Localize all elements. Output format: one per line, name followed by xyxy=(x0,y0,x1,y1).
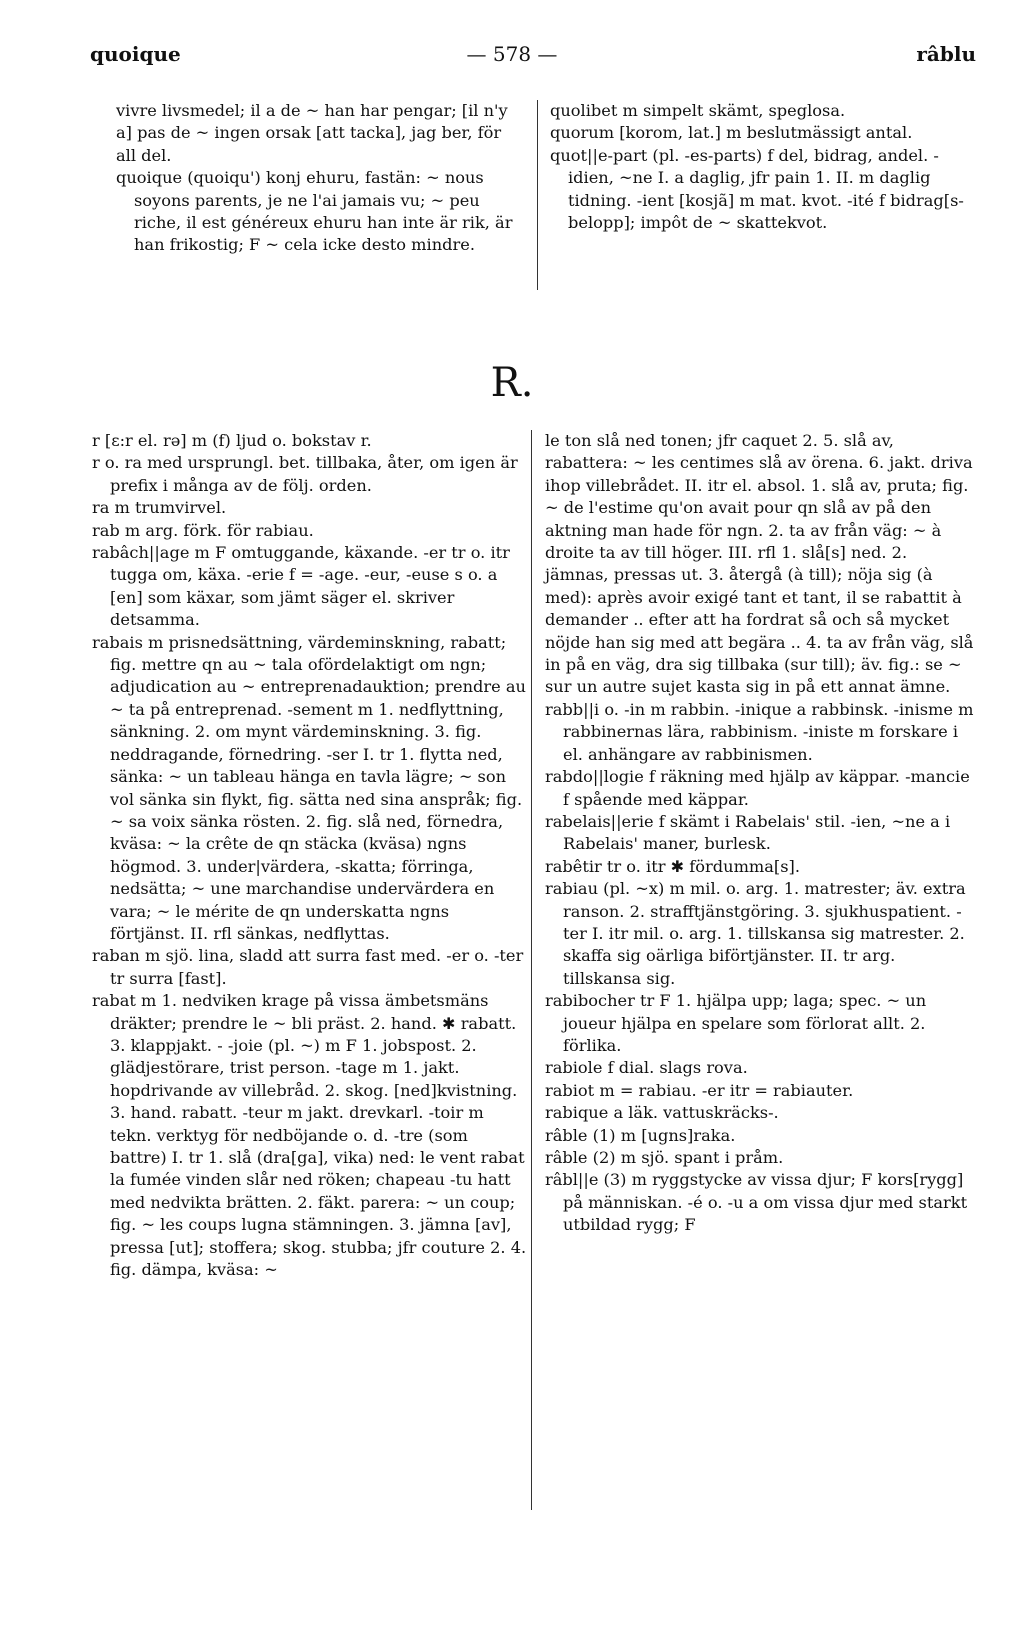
entry-rabibocher: rabibocher tr F 1. hjälpa upp; laga; spec. ~ un joueur hjälpa en spelare som förlorat allt. 2. förlika. xyxy=(545,991,927,1055)
entry-rable-1: râble (1) m [ugns]raka. xyxy=(545,1125,736,1145)
section-letter: R. xyxy=(490,360,534,406)
page-number: — 578 — xyxy=(466,42,558,66)
column-bottom-left xyxy=(92,430,527,1281)
column-top-left xyxy=(116,100,526,257)
entry-quoique: quoique (quoiqu') konj ehuru, fastän: ~ nous soyons parents, je ne l'ai jamais vu; ~ peu riche, il est généreux ehuru han inte är rik, är han frikostig; F ~ cela icke desto mindre. xyxy=(116,168,513,255)
column-bottom-right xyxy=(545,430,975,1237)
entry-r-prefix: r o. ra med ursprungl. bet. tillbaka, åter, om igen är prefix i många av de följ. orden. xyxy=(92,453,518,495)
entry-quolibet: quolibet m simpelt skämt, speglosa. xyxy=(550,101,846,120)
entry-rabat: rabat m 1. nedviken krage på vissa ämbetsmäns dräkter; prendre le ~ bli präst. 2. hand. ✱ rabatt. 3. klappjakt. - -joie (pl. ~) m F 1. jobspost. 2. glädjestörare, trist person. -tage m 1. jakt. hopdrivande av villebråd. 2. skog. [ned]kvistning. 3. hand. rabatt. -teur m jakt. drevkarl. -toir m tekn. verktyg för nedböjande o. d. -tre (som battre) I. tr 1. slå (dra[ga], vika) ned: le vent rabat la fumée vinden slår ned röken; chapeau -tu hatt med nedvikta brätten. 2. fäkt. parera: ~ un coup; fig. ~ les coups lugna stämningen. 3. jämna [av], pressa [ut]; stoffera; skog. stubba; jfr couture 2. 4. fig. dämpa, kväsa: ~ xyxy=(92,991,527,1280)
entry-rabetir: rabêtir tr o. itr ✱ fördumma[s]. xyxy=(545,856,801,876)
entry-rable-3: râbl||e (3) m ryggstycke av vissa djur; F kors[rygg] på människan. -é o. -u a om vissa djur med starkt utbildad rygg; F xyxy=(545,1170,968,1235)
entry-quote-part: quot||e-part (pl. -es-parts) f del, bidrag, andel. -idien, ~ne I. a daglig, jfr pain 1. II. m daglig tidning. -ient [kosjã] m mat. kvot. -ité f bidrag[s-belopp]; impôt de ~ skattekvot. xyxy=(550,145,964,233)
entry-rabiole: rabiole f dial. slags rova. xyxy=(545,1058,748,1078)
entry-rabachage: rabâch||age m F omtuggande, käxande. -er tr o. itr tugga om, käxa. -erie f = -age. -eur, -euse s o. a [en] som käxar, som jämt säger el. skriver detsamma. xyxy=(92,543,510,630)
header-left-guideword: quoique xyxy=(90,42,181,66)
entry-raban: raban m sjö. lina, sladd att surra fast med. -er o. -ter tr surra [fast]. xyxy=(92,946,524,988)
entry-ra: ra m trumvirvel. xyxy=(92,498,227,518)
running-header xyxy=(0,42,1024,78)
header-right-guideword: râblu xyxy=(916,42,976,66)
entry-quorum: quorum [korom, lat.] m beslutmässigt antal. xyxy=(550,123,913,143)
entry-rabdologie: rabdo||logie f räkning med hjälp av käppar. -mancie f spående med käppar. xyxy=(545,767,970,809)
entry-rable-2: râble (2) m sjö. spant i pråm. xyxy=(545,1148,784,1167)
column-divider-bottom xyxy=(531,430,532,1510)
column-top-right xyxy=(550,100,970,234)
entry-rabelaiserie: rabelais||erie f skämt i Rabelais' stil. -ien, ~ne a i Rabelais' maner, burlesk. xyxy=(545,811,951,854)
entry-rab: rab m arg. förk. för rabiau. xyxy=(92,520,314,540)
entry-continuation: le ton slå ned tonen; jfr caquet 2. 5. slå av, rabattera: ~ les centimes slå av örena. 6. jakt. driva ihop villebrådet. II. itr el. absol. 1. slå av, pruta; fig. ~ de l'estime qu'on avait pour qn slå av på den aktning man hade för ngn. 2. ta av från väg: ~ à droite ta av till höger. III. rfl 1. slå[s] ned. 2. jämnas, pressas ut. 3. återgå (à till); nöja sig (à med): après avoir exigé tant et tant, il se rabattit à demander .. efter att ha fordrat så och så mycket nöjde han sig med att begära .. 4. ta av från väg, slå in på en väg, dra sig tillbaka (sur till); äv. fig.: se ~ sur un autre sujet kasta sig in på ett annat ämne. xyxy=(545,431,974,697)
entry-rabiot: rabiot m = rabiau. -er itr = rabiauter. xyxy=(545,1080,854,1100)
entry-continuation: vivre livsmedel; il a de ~ han har pengar; [il n'y a] pas de ~ ingen orsak [att tacka], jag ber, för all del. xyxy=(116,101,508,165)
entry-r: r [ɛ:r el. rə] m (f) ljud o. bokstav r. xyxy=(92,431,372,450)
column-divider-top xyxy=(537,100,538,290)
entry-rabbi: rabb||i o. -in m rabbin. -inique a rabbinsk. -inisme m rabbinernas lära, rabbinism. -iniste m forskare i el. anhängare av rabbinismen. xyxy=(545,699,974,764)
entry-rabiau: rabiau (pl. ~x) m mil. o. arg. 1. matrester; äv. extra ranson. 2. strafftjänstgöring. 3. sjukhuspatient. -ter I. itr mil. o. arg. 1. tillskansa sig matrester. 2. skaffa sig oärliga biförtjänster. II. tr arg. tillskansa sig. xyxy=(545,879,966,988)
entry-rabique: rabique a läk. vattuskräcks-. xyxy=(545,1103,779,1123)
entry-rabais: rabais m prisnedsättning, värdeminskning, rabatt; fig. mettre qn au ~ tala ofördelaktigt om ngn; adjudication au ~ entreprenadauktion; prendre au ~ ta på entreprenad. -sement m 1. nedflyttning, sänkning. 2. om mynt värdeminskning. 3. fig. neddragande, förnedring. -ser I. tr 1. flytta ned, sänka: ~ un tableau hänga en tavla lägre; ~ son vol sänka sin flykt, fig. sätta ned sina anspråk; fig. ~ sa voix sänka rösten. 2. fig. slå ned, förnedra, kväsa: ~ la crête de qn stäcka (kväsa) ngns högmod. 3. under|värdera, -skatta; förringa, nedsätta; ~ une marchandise undervärdera en vara; ~ le mérite de qn underskatta ngns förtjänst. II. rfl sänkas, nedflyttas. xyxy=(92,632,526,943)
